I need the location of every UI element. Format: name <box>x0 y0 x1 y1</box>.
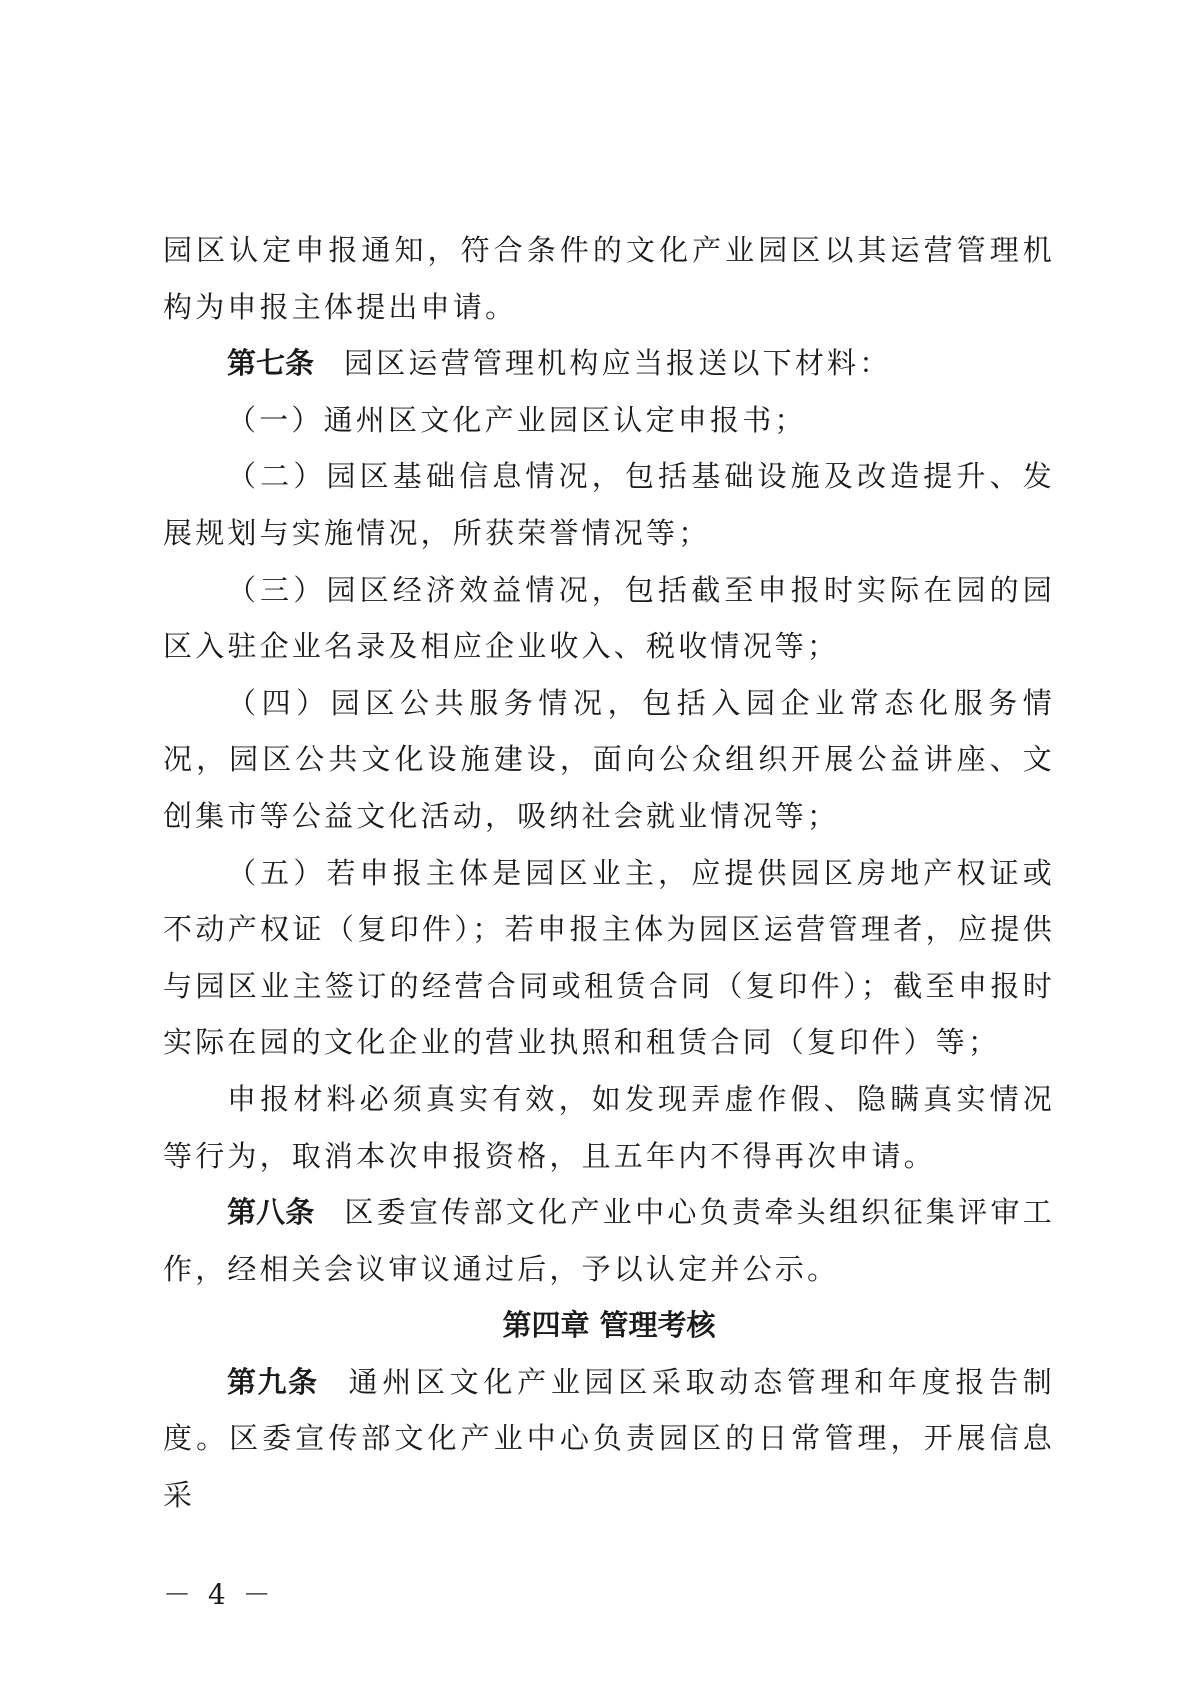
chapter-heading: 第四章 管理考核 <box>502 1308 716 1343</box>
paragraph-requirement <box>163 1071 1055 1184</box>
list-item-5 <box>163 845 1055 1071</box>
article-number: 第八条 <box>227 1195 315 1230</box>
article-number: 第七条 <box>227 346 315 381</box>
list-item-text: （三）园区经济效益情况，包括截至申报时实际在园的园区入驻企业名录及相应企业收入、税收情况等； <box>163 572 1055 664</box>
article-number: 第九条 <box>227 1364 319 1399</box>
list-item-text: （五）若申报主体是园区业主，应提供园区房地产权证或不动产权证（复印件）；若申报主体为园区运营管理者，应提供与园区业主签订的经营合同或租赁合同（复印件）；截至申报时实际在园的文化企业的营业执照和租赁合同（复印件）等； <box>163 855 1055 1060</box>
list-item-4 <box>163 675 1055 845</box>
article-9 <box>163 1354 1055 1524</box>
paragraph-continuation <box>163 222 1055 335</box>
list-item-text: （二）园区基础信息情况，包括基础设施及改造提升、发展规划与实施情况，所获荣誉情况等； <box>163 459 1055 550</box>
article-text: 园区运营管理机构应当报送以下材料： <box>344 346 892 381</box>
paragraph-text: 申报材料必须真实有效，如发现弄虚作假、隐瞒真实情况等行为，取消本次申报资格，且五年内不得再次申请。 <box>163 1081 1055 1173</box>
list-item-text: （四）园区公共服务情况，包括入园企业常态化服务情况，园区公共文化设施建设，面向公众组织开展公益讲座、文创集市等公益文化活动，吸纳社会就业情况等； <box>163 685 1055 833</box>
article-text: 区委宣传部文化产业中心负责牵头组织征集评审工作，经相关会议审议通过后，予以认定并公示。 <box>163 1195 1055 1286</box>
list-item-text: （一）通州区文化产业园区认定申报书； <box>227 402 807 437</box>
list-item-3 <box>163 562 1055 675</box>
page-number: － 4 － <box>163 1578 275 1611</box>
document-body <box>163 222 1055 1524</box>
article-text: 通州区文化产业园区采取动态管理和年度报告制度。区委宣传部文化产业中心负责园区的日常管理，开展信息采 <box>163 1364 1055 1513</box>
paragraph-text: 园区认定申报通知，符合条件的文化产业园区以其运营管理机构为申报主体提出申请。 <box>163 233 1055 324</box>
list-item-2 <box>163 448 1055 561</box>
list-item-1 <box>163 392 1055 449</box>
article-7 <box>163 335 1055 392</box>
article-8 <box>163 1184 1055 1297</box>
